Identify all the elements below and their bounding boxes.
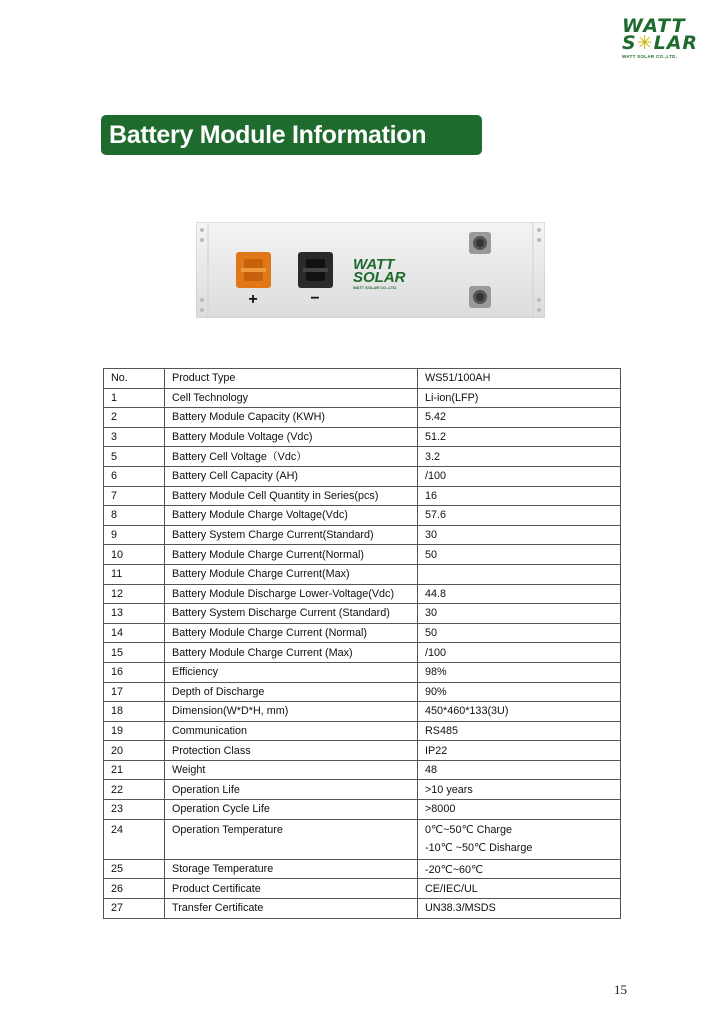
row-parameter: Battery Module Capacity (KWH)	[165, 408, 418, 428]
row-number: 14	[104, 623, 165, 643]
row-number: 19	[104, 721, 165, 741]
row-value: 98%	[418, 662, 621, 682]
row-number: 17	[104, 682, 165, 702]
row-value: >8000	[418, 800, 621, 820]
table-row	[104, 604, 621, 624]
row-parameter: Battery Module Charge Current (Normal)	[165, 623, 418, 643]
table-row	[104, 899, 621, 919]
header-value: WS51/100AH	[418, 369, 621, 389]
logo-word-solar	[622, 32, 700, 54]
row-value: 57.6	[418, 506, 621, 526]
logo-letters-lar: LAR	[653, 32, 699, 54]
row-value: /100	[418, 466, 621, 486]
row-value: 450*460*133(3U)	[418, 702, 621, 722]
table-row	[104, 525, 621, 545]
row-number: 1	[104, 388, 165, 408]
row-value: 48	[418, 760, 621, 780]
row-value: UN38.3/MSDS	[418, 899, 621, 919]
row-value: CE/IEC/UL	[418, 879, 621, 899]
table-row	[104, 819, 621, 859]
row-number: 26	[104, 879, 165, 899]
row-number: 13	[104, 604, 165, 624]
row-number: 18	[104, 702, 165, 722]
row-parameter: Battery Cell Voltage（Vdc）	[165, 447, 418, 467]
logo-word-watt: WATT	[622, 15, 686, 37]
table-row	[104, 564, 621, 584]
row-parameter: Operation Cycle Life	[165, 800, 418, 820]
row-number: 15	[104, 643, 165, 663]
table-row	[104, 800, 621, 820]
row-number: 16	[104, 662, 165, 682]
row-value	[418, 564, 621, 584]
row-number: 24	[104, 819, 165, 859]
row-value	[418, 819, 621, 859]
positive-terminal-icon	[236, 252, 271, 288]
page-number: 15	[614, 982, 627, 997]
table-row	[104, 623, 621, 643]
row-parameter: Battery System Discharge Current (Standard)	[165, 604, 418, 624]
row-parameter: Storage Temperature	[165, 859, 418, 879]
row-parameter: Weight	[165, 760, 418, 780]
row-value: -20℃~60℃	[418, 859, 621, 879]
row-parameter: Battery Module Voltage (Vdc)	[165, 427, 418, 447]
row-number: 12	[104, 584, 165, 604]
row-value: 90%	[418, 682, 621, 702]
row-parameter: Battery Module Discharge Lower-Voltage(Vdc)	[165, 584, 418, 604]
row-value: 44.8	[418, 584, 621, 604]
row-number: 3	[104, 427, 165, 447]
table-header-row	[104, 369, 621, 389]
row-number: 27	[104, 899, 165, 919]
row-number: 20	[104, 741, 165, 761]
row-number: 11	[104, 564, 165, 584]
row-value: 5.42	[418, 408, 621, 428]
row-number: 7	[104, 486, 165, 506]
row-number: 22	[104, 780, 165, 800]
row-number: 6	[104, 466, 165, 486]
sun-icon: ✳	[636, 32, 654, 54]
row-number: 21	[104, 760, 165, 780]
company-logo	[622, 15, 700, 59]
table-row	[104, 466, 621, 486]
spec-table	[103, 368, 621, 919]
row-parameter: Cell Technology	[165, 388, 418, 408]
table-row	[104, 741, 621, 761]
negative-terminal-icon	[298, 252, 333, 288]
table-row	[104, 859, 621, 879]
battery-module-image	[196, 222, 545, 318]
row-parameter: Dimension(W*D*H, mm)	[165, 702, 418, 722]
row-parameter: Depth of Discharge	[165, 682, 418, 702]
row-number: 8	[104, 506, 165, 526]
table-row	[104, 780, 621, 800]
table-row	[104, 427, 621, 447]
row-value: 3.2	[418, 447, 621, 467]
row-number: 5	[104, 447, 165, 467]
product-logo-line2: SOLAR	[353, 269, 406, 286]
table-row	[104, 545, 621, 565]
row-value-line: -10℃ ~50℃ Disharge	[425, 842, 533, 855]
row-value: IP22	[418, 741, 621, 761]
row-parameter: Battery Module Charge Current(Normal)	[165, 545, 418, 565]
row-parameter: Operation Life	[165, 780, 418, 800]
row-parameter: Communication	[165, 721, 418, 741]
row-number: 9	[104, 525, 165, 545]
row-parameter: Battery System Charge Current(Standard)	[165, 525, 418, 545]
row-value: 50	[418, 623, 621, 643]
row-parameter: Battery Module Charge Current(Max)	[165, 564, 418, 584]
table-row	[104, 760, 621, 780]
row-parameter: Protection Class	[165, 741, 418, 761]
row-value: Li-ion(LFP)	[418, 388, 621, 408]
section-heading: Battery Module Information	[101, 115, 482, 155]
header-no: No.	[104, 369, 165, 389]
header-name: Product Type	[165, 369, 418, 389]
row-parameter: Battery Module Charge Current (Max)	[165, 643, 418, 663]
product-logo-sub: WATT SOLAR CO.,LTD.	[353, 285, 398, 290]
row-value: >10 years	[418, 780, 621, 800]
row-number: 2	[104, 408, 165, 428]
minus-label: −	[310, 290, 320, 307]
logo-letter-s: S	[622, 32, 637, 54]
plus-label: +	[248, 291, 258, 308]
table-row	[104, 388, 621, 408]
table-row	[104, 662, 621, 682]
table-row	[104, 506, 621, 526]
table-row	[104, 682, 621, 702]
row-parameter: Battery Module Cell Quantity in Series(pcs)	[165, 486, 418, 506]
row-value-line: 0℃~50℃ Charge	[425, 823, 512, 836]
row-value: RS485	[418, 721, 621, 741]
row-value: 51.2	[418, 427, 621, 447]
table-row	[104, 584, 621, 604]
row-parameter: Product Certificate	[165, 879, 418, 899]
row-value: 30	[418, 525, 621, 545]
communication-port-icon	[469, 232, 491, 254]
communication-port-icon	[469, 286, 491, 308]
row-number: 25	[104, 859, 165, 879]
table-row	[104, 486, 621, 506]
table-row	[104, 721, 621, 741]
row-number: 23	[104, 800, 165, 820]
table-row	[104, 879, 621, 899]
table-row	[104, 702, 621, 722]
row-value: /100	[418, 643, 621, 663]
row-value: 50	[418, 545, 621, 565]
logo-company-name: WATT SOLAR CO.,LTD.	[622, 54, 678, 59]
table-row	[104, 643, 621, 663]
row-parameter: Transfer Certificate	[165, 899, 418, 919]
row-parameter: Efficiency	[165, 662, 418, 682]
row-parameter: Battery Cell Capacity (AH)	[165, 466, 418, 486]
row-parameter: Battery Module Charge Voltage(Vdc)	[165, 506, 418, 526]
row-parameter: Operation Temperature	[165, 819, 418, 859]
product-logo-line1: WATT	[353, 256, 395, 273]
row-number: 10	[104, 545, 165, 565]
table-row	[104, 408, 621, 428]
table-row	[104, 447, 621, 467]
row-value: 16	[418, 486, 621, 506]
row-value: 30	[418, 604, 621, 624]
